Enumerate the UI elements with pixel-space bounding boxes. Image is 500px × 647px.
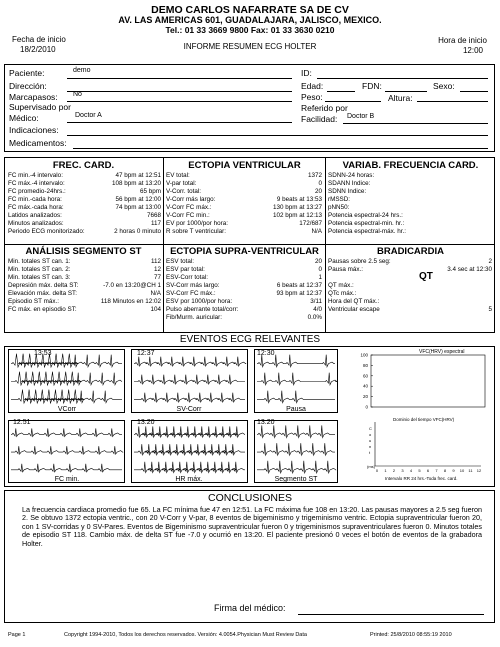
hrv-time-xtick: 3 xyxy=(401,468,404,473)
medicamentos-label: Medicamentos: xyxy=(9,138,67,148)
footer-copyright: Copyright 1994-2010, Todos los derechos reservados. Versión: 4.0054.Physician Must Review Data xyxy=(64,632,307,638)
hrv-time-xtick: 10 xyxy=(459,468,465,473)
ecg-trace xyxy=(134,357,246,366)
frec-card-row-value: 74 bpm at 13:00 xyxy=(115,204,161,211)
hrv-time-xunit: (ms) xyxy=(367,464,375,469)
st-row-label: Episodio ST máx.: xyxy=(8,298,59,305)
supervisado-label: Supervisado por xyxy=(9,102,71,112)
hrv-time-xtick: 12 xyxy=(476,468,482,473)
ecg-trace xyxy=(134,375,245,384)
ecg-trace xyxy=(257,373,337,385)
supra-title: ECTOPIA SUPRA-VENTRICULAR xyxy=(170,246,319,257)
variab-row-label: Potencia espectral-24 hrs.: xyxy=(328,212,403,219)
edad-label: Edad: xyxy=(301,81,324,91)
st-row-value: 12 xyxy=(153,266,161,273)
supra-row-value: 0.0% xyxy=(307,314,322,321)
paciente-value: demo xyxy=(73,67,91,74)
supra-row-label: ESV total: xyxy=(166,258,195,265)
bradi-row-label: Pausas sobre 2.5 seg: xyxy=(328,258,391,265)
frec-card-row-label: FC min.-4 intervalo: xyxy=(8,172,63,179)
ecg-trace xyxy=(257,391,335,403)
ecg-strip-segmento-st xyxy=(254,420,338,483)
bradi-row-value: 2 xyxy=(488,258,492,265)
ecg-trace xyxy=(11,354,122,368)
frec-card-row-value: 47 bpm at 12:51 xyxy=(115,172,161,179)
bradi-row-value: 3.4 sec at 12:30 xyxy=(447,266,492,273)
conclusions-title: CONCLUSIONES xyxy=(207,492,292,504)
variab-row-label: SDANN Indice: xyxy=(328,180,371,187)
st-row-value: 104 xyxy=(150,306,161,313)
ecg-trace xyxy=(257,461,336,473)
hrv-time-title: Dominio del tiempo VFC(HRV) xyxy=(393,417,455,422)
bradi-row-label: QTc máx.: xyxy=(328,290,357,297)
firma-label: Firma del médico: xyxy=(214,603,286,613)
strip-label-vcorr: VCorr xyxy=(57,406,77,413)
ectopia-ventricular-row-value: 0 xyxy=(318,180,322,187)
st-row-value: N/A xyxy=(150,290,161,297)
peso-label: Peso: xyxy=(301,92,323,102)
company-name: DEMO CARLOS NAFARRATE SA DE CV xyxy=(151,4,349,16)
ectopia-ventricular-row-value: 130 bpm at 13:27 xyxy=(272,204,322,211)
hrv-spectrum-ytick: 0 xyxy=(365,404,368,410)
ecg-trace xyxy=(134,444,245,455)
supra-row-value: 93 bpm at 12:37 xyxy=(276,290,322,297)
frec-card-row-label: FC máx.-cada hora: xyxy=(8,204,64,211)
company-address: AV. LAS AMERICAS 601, GUADALAJARA, JALISCO, MEXICO. xyxy=(118,15,382,25)
referido-label: Referido por xyxy=(301,103,348,113)
hrv-time-xtick: 1 xyxy=(384,468,387,473)
st-row-value: 112 xyxy=(150,258,161,265)
frec-card-row-value: 65 bpm xyxy=(139,188,161,195)
start-date-label: Fecha de inicio xyxy=(12,35,66,44)
facilidad-label: Facilidad: xyxy=(301,114,338,124)
strip-time-5: 13:20 xyxy=(137,419,155,426)
strip-label-fcmin: FC min. xyxy=(54,476,80,483)
ecg-strip-vcorr xyxy=(8,349,125,413)
supra-row-value: 0 xyxy=(318,266,322,273)
variab-row-label: Potencia espectral-min. hr.: xyxy=(328,220,405,227)
ecg-strip-hrmax xyxy=(131,420,248,483)
stats-grid xyxy=(4,157,495,333)
strip-label-segmento-st: Segmento ST xyxy=(274,476,318,483)
qt-label: QT xyxy=(419,271,433,282)
frec-card-row-label: Periodo ECG monitorizado: xyxy=(8,228,85,235)
st-row-value: 77 xyxy=(153,274,161,281)
ectopia-ventricular-row-label: V-Corr. total: xyxy=(166,188,201,195)
strip-time-3: 12:30 xyxy=(257,350,275,357)
marcapasos-label: Marcapasos: xyxy=(9,92,58,102)
sexo-label: Sexo: xyxy=(433,81,455,91)
hrv-time-xtick: 6 xyxy=(426,468,430,473)
ectopia-ventricular-row-value: 172/687 xyxy=(299,220,322,227)
ecg-strip-fcmin xyxy=(8,420,125,483)
strip-label-hrmax: HR máx. xyxy=(175,476,203,483)
ecg-trace xyxy=(134,426,245,437)
events-title: EVENTOS ECG RELEVANTES xyxy=(179,334,321,345)
supra-row-value: 20 xyxy=(314,258,322,265)
st-row-label: Elevación máx. delta ST: xyxy=(8,290,77,297)
ecg-trace xyxy=(257,425,335,437)
bradi-row-label: Ventricular escape xyxy=(328,306,380,313)
supra-row-value: 1 xyxy=(318,274,322,281)
st-row-label: Min. totales ST can. 3: xyxy=(8,274,71,281)
variab-row-label: rMSSD: xyxy=(328,196,351,203)
variab-row-label: pNN50: xyxy=(328,204,350,211)
frec-card-row-label: FC promedio-24hrs.: xyxy=(8,188,66,195)
st-row-label: Depresión máx. delta ST: xyxy=(8,282,79,289)
ectopia-ventricular-row-value: 20 xyxy=(314,188,322,195)
strip-label-pausa: Pausa xyxy=(286,406,306,413)
company-phones: Tel.: 01 33 3669 9800 Fax: 01 33 3630 0210 xyxy=(165,25,335,35)
medico-label: Médico: xyxy=(9,113,39,123)
bradi-row-label: Hora del QT máx.: xyxy=(328,298,380,305)
ecg-trace xyxy=(11,390,122,404)
ecg-trace xyxy=(134,393,245,402)
supra-row-label: ESV par total: xyxy=(166,266,205,273)
ecg-trace xyxy=(134,462,245,473)
ecg-trace xyxy=(11,372,122,386)
hrv-time-ylabel-char: n xyxy=(369,444,372,449)
strip-label-svcorr: SV-Corr xyxy=(176,406,202,413)
supra-row-label: Fib/Murm. auricular: xyxy=(166,314,222,321)
bradi-row-label: QT máx.: xyxy=(328,282,354,289)
hrv-spectrum-ytick: 80 xyxy=(362,362,368,368)
ectopia-ventricular-row-label: V-Corr más largo: xyxy=(166,196,216,203)
fdn-label: FDN: xyxy=(362,81,382,91)
st-analysis-title: ANÁLISIS SEGMENTO ST xyxy=(25,246,142,257)
patient-info-box xyxy=(4,64,495,152)
supra-row-value: 6 beats at 12:37 xyxy=(276,282,322,289)
ectopia-ventricular-row-value: N/A xyxy=(311,228,322,235)
bradicardia-title: BRADICARDIA xyxy=(376,246,445,257)
frec-card-row-value: 108 bpm at 13:20 xyxy=(111,180,161,187)
st-row-label: FC máx. en episodio ST: xyxy=(8,306,77,313)
hrv-time-chart xyxy=(345,416,490,486)
st-row-label: Min. totales ST can. 2: xyxy=(8,266,71,273)
direccion-label: Dirección: xyxy=(9,81,47,91)
variab-row-label: Potencia espectral-máx. hr.: xyxy=(328,228,407,235)
id-label: ID: xyxy=(301,68,312,78)
medico-value: Doctor A xyxy=(75,112,102,119)
facilidad-value: Doctor B xyxy=(347,113,375,120)
start-date: 18/2/2010 xyxy=(20,45,56,54)
frec-card-row-label: Minutos analizados: xyxy=(8,220,64,227)
frec-card-row-value: 117 xyxy=(150,220,161,227)
supra-row-label: ESV por 1000/por hora: xyxy=(166,298,233,305)
frec-card-row-value: 56 bpm at 12:00 xyxy=(115,196,161,203)
hrv-time-ylabel-char: u xyxy=(369,438,372,443)
ectopia-ventricular-row-value: 1372 xyxy=(307,172,322,179)
hrv-time-caption: Intervalo RR 24 hrs.-Toda frec. card. xyxy=(385,476,458,481)
ectopia-ventricular-title: ECTOPIA VENTRICULAR xyxy=(188,160,301,171)
hrv-time-ylabel-char: C xyxy=(369,426,372,431)
footer-page: Page 1 xyxy=(8,632,26,638)
variab-title: VARIAB. FRECUENCIA CARD. xyxy=(342,160,479,171)
hrv-time-xtick: 2 xyxy=(392,468,396,473)
ectopia-ventricular-row-label: V-Corr FC máx.: xyxy=(166,204,212,211)
start-time-label: Hora de inicio xyxy=(438,36,487,45)
strip-time-1: 13:53 xyxy=(34,350,52,357)
hrv-spectrum-ytick: 20 xyxy=(362,394,368,400)
hrv-time-ylabel-char: o xyxy=(369,432,372,437)
hrv-time-xtick: 7 xyxy=(435,468,438,473)
supra-row-label: Pulso aberrante total/corr: xyxy=(166,306,239,313)
hrv-spectrum-ytick: 40 xyxy=(362,383,368,389)
paciente-label: Paciente: xyxy=(9,68,45,78)
bradi-row-label: Pausa máx.: xyxy=(328,266,363,273)
st-row-value: 118 Minutos en 12:02 xyxy=(100,298,161,305)
hrv-time-xtick: 11 xyxy=(468,468,473,473)
ecg-trace xyxy=(11,464,122,472)
strip-time-4: 12:51 xyxy=(13,419,31,426)
hrv-spectrum-ytick: 60 xyxy=(362,373,368,379)
frec-card-row-label: FC min.-cada hora: xyxy=(8,196,62,203)
conclusions-text: La frecuencia cardiaca promedio fue 65. La FC mínima fue 47 en 12:51. La FC máxima fue 108 en 13:20. Las pausas mayores a 2.5 seg fueron 2. Se obtuvo 1372 ectopia ventric., con 20 V-Corr y V-par, 8 eventos de bigeminismo y trigeminismo ventric. Ectopia supraventricular fueron 20, con 1 SV-corridas y 0 SV-Pares. Eventos de Bigeminismo supraventricular fueron 0 y trigeminismos supraventriculares fueron 0. Minutos totales de episodio ST 118. Cambio máx. de delta ST fue -7.0 y ocurrió en 13:20. El paciente presionó 0 veces el botón de eventos de la grabadora Holter. xyxy=(22,505,482,548)
frec-card-row-value: 2 horas 0 minuto xyxy=(114,228,161,235)
ectopia-ventricular-row-label: EV total: xyxy=(166,172,190,179)
indicaciones-label: Indicaciones: xyxy=(9,125,59,135)
frec-card-row-label: Latidos analizados: xyxy=(8,212,62,219)
ecg-trace xyxy=(11,428,122,436)
start-time: 12:00 xyxy=(462,46,483,55)
ectopia-ventricular-row-label: EV por 1000/por hora: xyxy=(166,220,228,227)
hrv-spectrum-ytick: 100 xyxy=(360,352,368,358)
ecg-trace xyxy=(11,446,123,454)
st-row-value: -7.0 en 13:20@CH 1 xyxy=(103,282,161,289)
bradi-row-value: 5 xyxy=(488,306,492,313)
report-title: INFORME RESUMEN ECG HOLTER xyxy=(183,42,317,51)
supra-row-label: SV-Corr más largo: xyxy=(166,282,220,289)
hrv-time-xtick: 5 xyxy=(418,468,421,473)
hrv-time-xtick: 0 xyxy=(375,468,379,473)
frec-card-row-label: FC máx.-4 intervalo: xyxy=(8,180,65,187)
footer-printed: Printed: 25/8/2010 08:55:19 2010 xyxy=(370,632,452,638)
hrv-time-xtick: 9 xyxy=(452,468,455,473)
ecg-strip-svcorr xyxy=(131,349,248,413)
ectopia-ventricular-row-value: 9 beats at 13:53 xyxy=(276,196,322,203)
supra-row-value: 3/11 xyxy=(310,298,322,305)
strip-time-2: 12:37 xyxy=(137,350,155,357)
strip-time-6: 13:20 xyxy=(257,419,275,426)
ectopia-ventricular-row-label: V-par total: xyxy=(166,180,197,187)
supra-row-label: SV-Corr FC máx.: xyxy=(166,290,216,297)
variab-row-label: SDNN Indice: xyxy=(328,188,367,195)
ecg-trace xyxy=(257,443,335,455)
ectopia-ventricular-row-label: V-Corr FC min.: xyxy=(166,212,210,219)
hrv-spectrum-title: VFC(HRV) espectral xyxy=(419,349,465,355)
frec-card-row-value: 7668 xyxy=(146,212,161,219)
hrv-spectrum-chart xyxy=(345,349,490,413)
frec-card-title: FREC. CARD. xyxy=(52,160,115,171)
hrv-time-xtick: 4 xyxy=(409,468,413,473)
marcapasos-value: No xyxy=(73,91,82,98)
hrv-time-xtick: 8 xyxy=(443,468,447,473)
st-row-label: Min. totales ST can. 1: xyxy=(8,258,71,265)
ecg-strip-pausa xyxy=(254,349,338,413)
supra-row-value: 4/0 xyxy=(313,306,322,313)
variab-row-label: SDNN-24 horas: xyxy=(328,172,375,179)
ectopia-ventricular-row-value: 102 bpm at 12:13 xyxy=(272,212,322,219)
supra-row-label: ESV-Corr total: xyxy=(166,274,208,281)
hrv-time-ylabel-char: t xyxy=(369,450,371,455)
ectopia-ventricular-row-label: R sobre T ventricular: xyxy=(166,228,226,235)
altura-label: Altura: xyxy=(388,93,413,103)
